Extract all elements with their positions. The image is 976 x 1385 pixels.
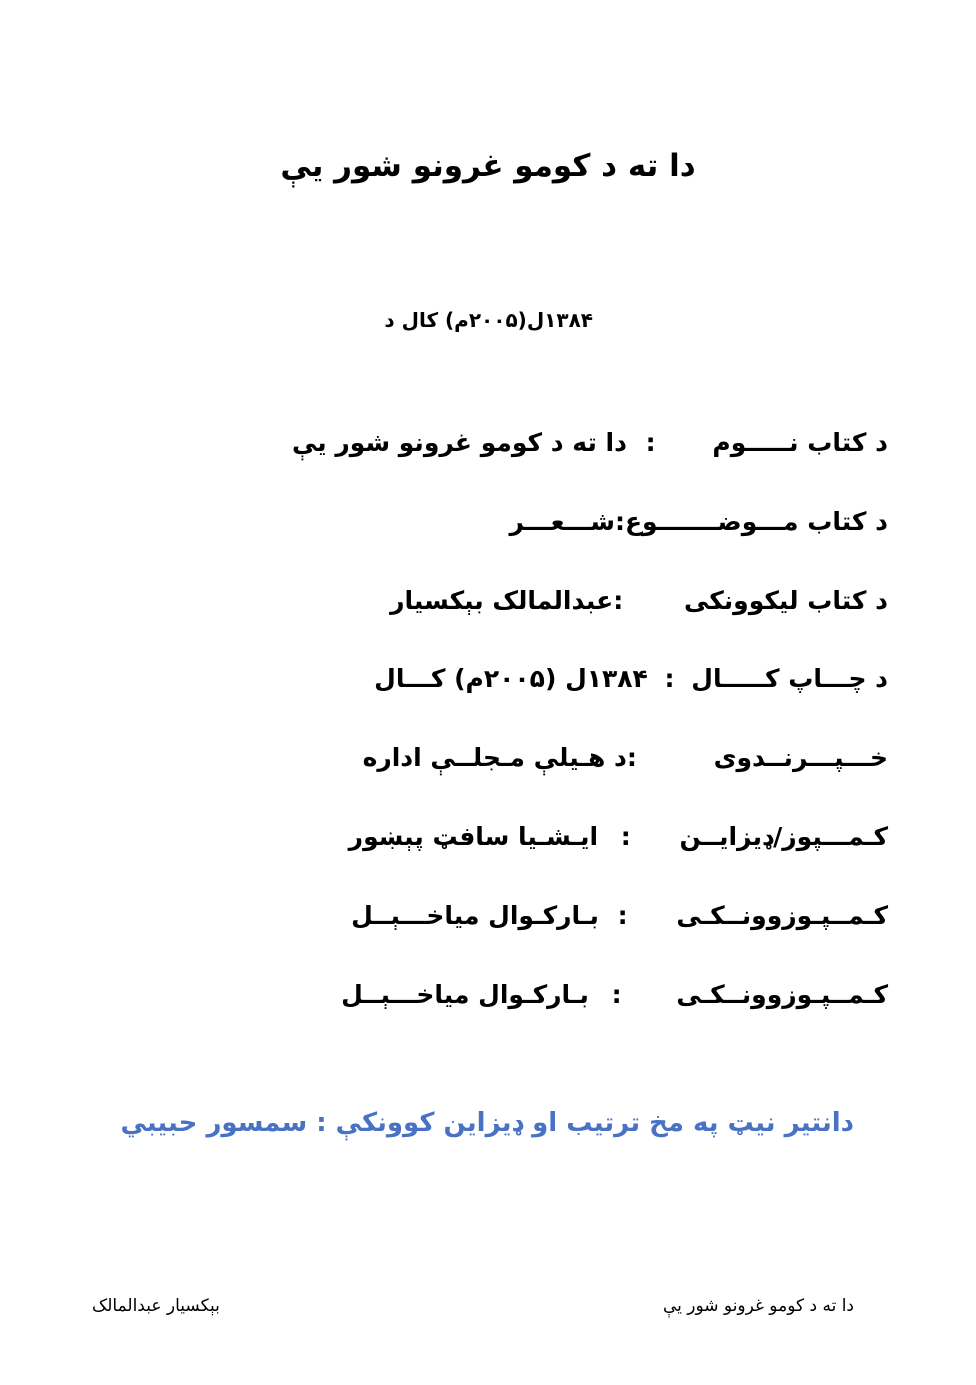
info-separator: : bbox=[613, 586, 624, 615]
info-row-composer-1 bbox=[351, 901, 888, 930]
info-label: کـمـــپوز/ډیزایــن bbox=[679, 822, 888, 851]
info-label: د کتاب مـــوضـــــــوع bbox=[624, 507, 888, 536]
info-separator: : bbox=[620, 822, 631, 851]
footer-author-name: بېکسیار عبدالمالک bbox=[92, 1296, 220, 1316]
info-separator: : bbox=[617, 901, 628, 930]
info-row-print-year bbox=[374, 664, 888, 693]
info-label: د چـــاپ کـــــال bbox=[691, 664, 888, 693]
publication-year-line: ۱۳۸۴ل(۲۰۰۵م) کال د bbox=[384, 308, 593, 332]
info-separator: : bbox=[626, 743, 637, 772]
info-value: بـارکـوال میاخـــېــل bbox=[351, 901, 599, 930]
web-layout-credit: دانتیر نیټ په مخ ترتیب او ډیزاین کوونکې : سمسور حبیبي bbox=[120, 1108, 854, 1138]
info-label: د کتاب لیکوونکی bbox=[683, 586, 888, 615]
info-value: دا ته د کومو غرونو شور یې bbox=[292, 428, 627, 457]
info-separator: : bbox=[664, 664, 675, 693]
footer-book-title: دا ته د کومو غرونو شور یې bbox=[662, 1296, 854, 1316]
info-row-composer-2 bbox=[341, 980, 888, 1009]
info-row-compose-design bbox=[349, 822, 888, 851]
info-separator: : bbox=[645, 428, 656, 457]
info-value: ایـشـیا سافټ پېښور bbox=[348, 822, 599, 851]
page-title: دا ته د کومو غرونو شور یې bbox=[280, 148, 696, 184]
info-value: د هـيلې مـجلــې اداره bbox=[362, 743, 627, 772]
info-row-book-subject bbox=[509, 507, 888, 536]
info-row-book-name bbox=[292, 428, 888, 457]
info-value: عبدالمالک بېکسیار bbox=[390, 586, 614, 615]
info-label: خـــپـــرنــدوی bbox=[713, 743, 888, 772]
info-row-publisher bbox=[363, 743, 888, 772]
info-row-book-author bbox=[390, 586, 888, 615]
info-label: د کتاب نـــــوم bbox=[712, 428, 888, 457]
info-separator: : bbox=[614, 507, 625, 536]
info-label: کـمــپـوزوونــکـی bbox=[676, 980, 888, 1009]
info-value: بـارکـوال میاخـــېــل bbox=[341, 980, 589, 1009]
info-value: شـــعـــر bbox=[509, 507, 615, 536]
info-separator: : bbox=[611, 980, 622, 1009]
info-value: ۱۳۸۴ل (۲۰۰۵م) کـــال bbox=[374, 664, 648, 693]
info-label: کـمــپـوزوونــکـی bbox=[676, 901, 888, 930]
